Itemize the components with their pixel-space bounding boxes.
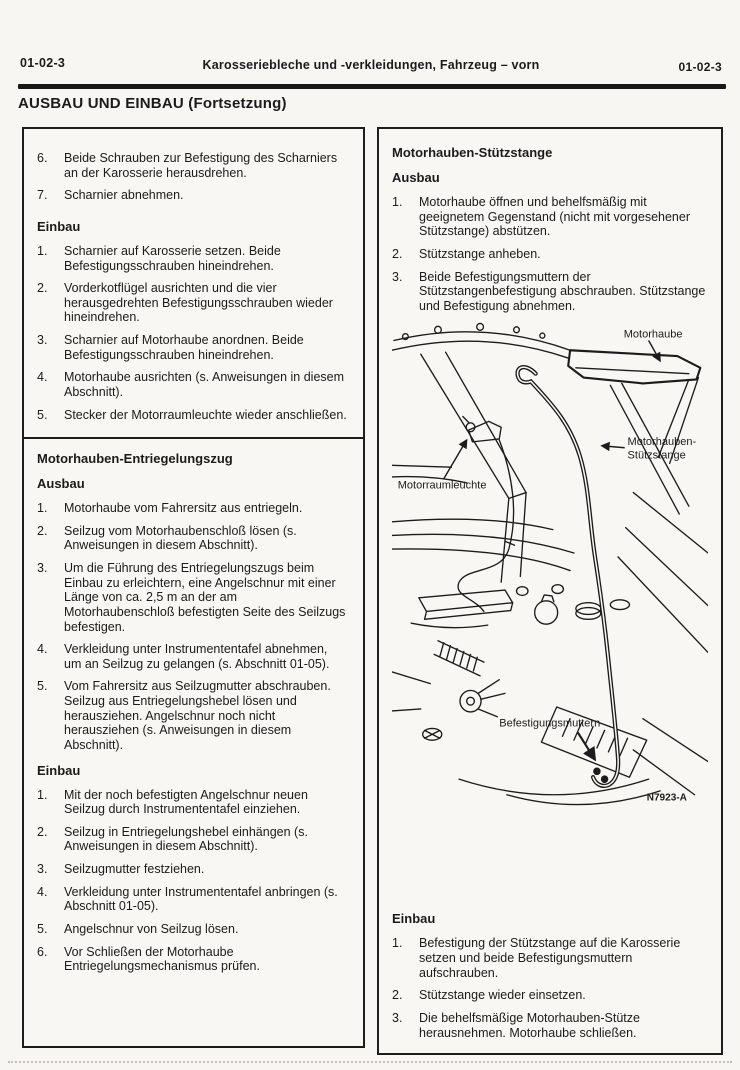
page-number-right: 01-02-3	[678, 60, 722, 74]
step-item	[37, 825, 350, 854]
step-text: Um die Führung des Entriegelungszugs beim Einbau zu erleichtern, eine Angelschnur mit einer Länge von ca. 2,5 m an der am Motorhaubenschloß befestigten Seite des Seilzugs befestigen.	[64, 561, 346, 634]
step-text: Scharnier auf Motorhaube anordnen. Beide Befestigungsschrauben hineindrehen.	[64, 333, 304, 362]
step-item	[37, 244, 350, 273]
label-befestigungsmuttern: Befestigungsmuttern	[499, 717, 601, 730]
step-text: Stützstange anheben.	[419, 246, 541, 261]
step-number: 4.	[37, 370, 48, 385]
section-title: AUSBAU UND EINBAU (Fortsetzung)	[18, 95, 287, 112]
arrow-to-lamp	[444, 440, 467, 479]
step-number: 2.	[37, 281, 48, 296]
step-number: 1.	[37, 243, 48, 258]
entriegelungszug-title: Motorhauben-Entriegelungszug	[37, 451, 233, 467]
einbau-heading: Einbau	[37, 762, 81, 778]
step-text: Beide Befestigungsmuttern der Stützstangenbefestigung abschrauben. Stützstange und Befestigung abnehmen.	[419, 269, 706, 313]
label-stuetzstange-line1: Motorhauben-	[627, 436, 697, 449]
step-text: Vorderkotflügel ausrichten und die vier herausgedrehten Befestigungsschrauben wieder hineindrehen.	[64, 281, 333, 325]
step-number: 1.	[392, 195, 403, 209]
step-text: Stecker der Motorraumleuchte wieder anschließen.	[64, 407, 347, 422]
step-number: 6.	[37, 944, 48, 959]
step-text: Vor Schließen der Motorhaube Entriegelungsmechanismus prüfen.	[64, 944, 260, 974]
step-text: Angelschnur von Seilzug lösen.	[64, 921, 239, 936]
right-column-box	[377, 127, 723, 1055]
step-text: Vom Fahrersitz aus Seilzugmutter abschrauben. Seilzug aus Entriegelungshebel lösen und herausziehen. Angelschnur noch nicht herausziehen (s. Anweisungen in diesem Abschnitt).	[64, 679, 331, 752]
step-text: Scharnier auf Karosserie setzen. Beide Befestigungsschrauben hineindrehen.	[64, 243, 281, 273]
step-item	[37, 885, 350, 914]
entriegelungszug-ausbau-steps	[37, 501, 350, 752]
entriegelungszug-einbau-steps	[37, 788, 350, 974]
page-number-left: 01-02-3	[20, 56, 66, 70]
arrow-to-nuts	[578, 733, 595, 760]
step-number: 2.	[37, 523, 48, 538]
step-text: Seilzugmutter festziehen.	[64, 862, 205, 876]
step-item	[37, 370, 350, 399]
engine-bay-line-art	[392, 324, 708, 805]
step-text: Beide Schrauben zur Befestigung des Scharniers an der Karosserie herausdrehen.	[64, 151, 338, 180]
ausbau-heading: Ausbau	[392, 170, 440, 185]
scharnier-einbau-steps	[37, 244, 350, 422]
step-text: Stützstange wieder einsetzen.	[419, 988, 586, 1003]
stuetzstange-ausbau-steps	[392, 195, 708, 313]
step-number: 3.	[37, 561, 48, 575]
step-item	[37, 561, 350, 634]
step-text: Scharnier abnehmen.	[64, 188, 184, 203]
step-text: Motorhaube ausrichten (s. Anweisungen in diesem Abschnitt).	[64, 370, 345, 399]
step-item	[37, 188, 350, 203]
step-item	[37, 151, 350, 180]
step-number: 1.	[37, 787, 48, 802]
step-text: Seilzug in Entriegelungshebel einhängen (s. Anweisungen in diesem Abschnitt).	[64, 824, 308, 854]
step-text: Motorhaube vom Fahrersitz aus entriegeln.	[64, 501, 303, 516]
step-number: 3.	[392, 269, 403, 284]
step-text: Befestigung der Stützstange auf die Karosserie setzen und beide Befestigungsmuttern aufschrauben.	[419, 936, 681, 980]
scharnier-ausbau-steps	[37, 151, 350, 203]
step-item	[37, 788, 350, 817]
arrow-to-hood	[649, 341, 660, 361]
step-number: 1.	[37, 501, 48, 516]
step-number: 2.	[392, 246, 403, 261]
step-number: 2.	[392, 988, 403, 1003]
label-motorhaube: Motorhaube	[623, 328, 683, 341]
step-number: 4.	[37, 642, 48, 657]
step-item	[37, 862, 350, 877]
step-number: 3.	[37, 862, 48, 876]
step-item	[37, 281, 350, 325]
step-item	[37, 679, 350, 752]
einbau-heading: Einbau	[392, 911, 436, 927]
step-number: 7.	[37, 188, 48, 203]
step-text: Verkleidung unter Instrumententafel anbringen (s. Abschnitt 01-05).	[64, 884, 338, 914]
page-header	[18, 50, 724, 80]
step-number: 5.	[37, 921, 48, 936]
step-number: 2.	[37, 824, 48, 839]
step-item	[37, 524, 350, 553]
step-number: 5.	[37, 407, 48, 422]
arrow-to-support-rod	[602, 446, 625, 448]
step-number: 4.	[37, 884, 48, 899]
step-text: Motorhaube öffnen und behelfsmäßig mit geeignetem Gegenstand (nicht mit vorgesehener Stützstange) abstützen.	[419, 195, 690, 239]
step-item	[392, 988, 708, 1003]
step-number: 6.	[37, 151, 48, 165]
step-number: 3.	[37, 333, 48, 347]
step-item	[37, 501, 350, 516]
step-text: Mit der noch befestigten Angelschnur neuen Seilzug durch Instrumententafel einziehen.	[64, 787, 308, 817]
step-item	[392, 195, 708, 239]
hood-support-figure	[392, 321, 708, 901]
step-number: 3.	[392, 1010, 403, 1025]
header-rule	[18, 84, 726, 89]
step-item	[392, 1011, 708, 1040]
step-text: Die behelfsmäßige Motorhauben-Stütze herausnehmen. Motorhaube schließen.	[419, 1010, 640, 1040]
scan-artifact-line	[8, 1061, 732, 1063]
step-item	[392, 247, 708, 262]
einbau-heading: Einbau	[37, 218, 81, 234]
step-item	[37, 945, 350, 974]
step-text: Verkleidung unter Instrumententafel abnehmen, um an Seilzug zu gelangen (s. Abschnitt 01-05).	[64, 642, 330, 671]
step-number: 5.	[37, 679, 48, 694]
figure-code: N7923-A	[646, 792, 687, 804]
step-item	[37, 642, 350, 671]
step-item	[392, 270, 708, 314]
section-divider	[24, 437, 363, 439]
left-column-box	[22, 127, 365, 1048]
label-motorraumleuchte: Motorraumleuchte	[397, 479, 487, 493]
step-text: Seilzug vom Motorhaubenschloß lösen (s. Anweisungen in diesem Abschnitt).	[64, 523, 297, 553]
step-item	[37, 333, 350, 362]
ausbau-heading: Ausbau	[37, 476, 85, 492]
step-item	[392, 936, 708, 980]
label-stuetzstange-line2: Stützstange	[627, 449, 686, 462]
stuetzstange-einbau-steps	[392, 936, 708, 1040]
step-item	[37, 922, 350, 937]
step-item	[37, 408, 350, 423]
step-number: 1.	[392, 936, 403, 951]
hood-support-figure-svg	[392, 321, 708, 901]
chapter-title: Karosseriebleche und -verkleidungen, Fahrzeug – vorn	[202, 58, 540, 72]
stuetzstange-title: Motorhauben-Stützstange	[392, 145, 553, 160]
